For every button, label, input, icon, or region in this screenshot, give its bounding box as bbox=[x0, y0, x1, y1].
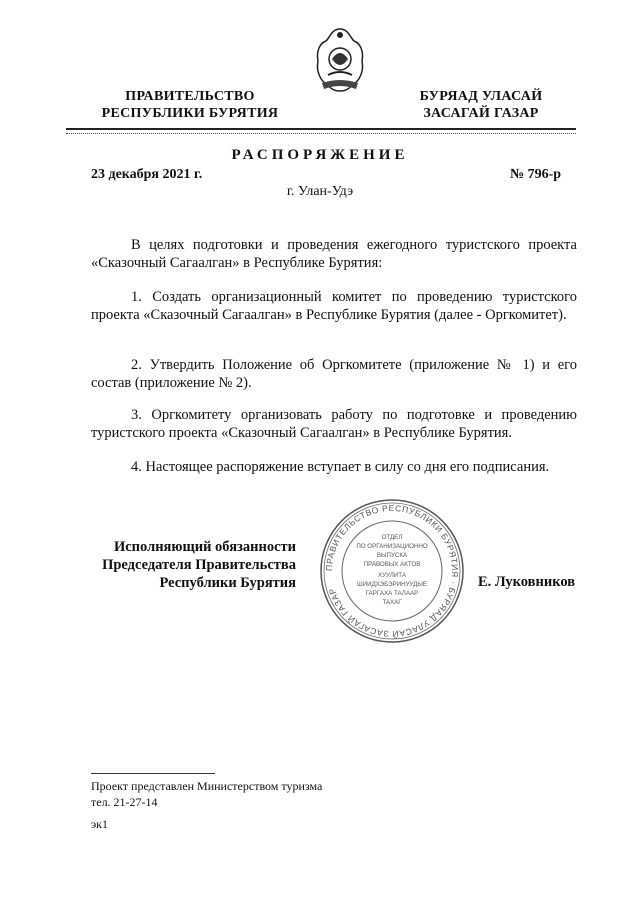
seal-line8: ТАХАГ bbox=[382, 599, 402, 606]
seal-outer-text: ПРАВИТЕЛЬСТВО РЕСПУБЛИКИ БУРЯТИЯ · БУРЯАД УЛАСАЙ ЗАСАГАЙ ГАЗАР bbox=[323, 502, 461, 640]
footnote-divider bbox=[91, 773, 215, 774]
document-city: г. Улан-Удэ bbox=[286, 184, 354, 199]
item-2-paragraph: 2. Утвердить Положение об Оргкомитете (приложение № 1) и его состав (приложение № 2). bbox=[91, 357, 577, 391]
item-1-paragraph: 1. Создать организационный комитет по проведению туристского проекта «Сказочный Сагаалган» в Республике Бурятия (далее - Оргкомитет). bbox=[91, 289, 577, 323]
signatory-title-line3: Республики Бурятия bbox=[159, 575, 296, 591]
signatory-title-line2: Председателя Правительства bbox=[102, 557, 296, 573]
document-number: № 796-р bbox=[510, 167, 562, 182]
document-date: 23 декабря 2021 г. bbox=[91, 167, 203, 182]
signatory-name: Е. Луковников bbox=[478, 574, 576, 590]
header-right bbox=[405, 88, 557, 122]
seal-line3: ВЫПУСКА bbox=[376, 552, 408, 559]
official-seal-icon bbox=[318, 497, 466, 645]
signatory-title bbox=[70, 538, 296, 592]
seal-line4: ПРАВОВЫХ АКТОВ bbox=[363, 561, 421, 568]
footnote-phone: тел. 21-27-14 bbox=[91, 795, 158, 809]
preamble-paragraph: В целях подготовки и проведения ежегодного туристского проекта «Сказочный Сагаалган» в Республике Бурятия: bbox=[91, 237, 577, 271]
footnote-project: Проект представлен Министерством туризма bbox=[91, 779, 323, 793]
header-right-line2: ЗАСАГАЙ ГАЗАР bbox=[423, 106, 539, 121]
header-right-line1: БУРЯАД УЛАСАЙ bbox=[419, 89, 543, 104]
item-3-paragraph: 3. Оргкомитету организовать работу по подготовке и проведению туристского проекта «Сказочный Сагаалган» в Республике Бурятия. bbox=[91, 407, 577, 441]
seal-line2: ПО ОРГАНИЗАЦИОННО bbox=[356, 543, 428, 550]
document-title: РАСПОРЯЖЕНИЕ bbox=[231, 147, 409, 163]
coat-of-arms-icon bbox=[310, 25, 370, 95]
seal-line7: ГАРГАХА ТАЛААР bbox=[365, 590, 419, 597]
item-4-paragraph: 4. Настоящее распоряжение вступает в силу со дня его подписания. bbox=[131, 459, 550, 475]
seal-line6: ШИИДХЭБЭРИНУУДЫЕ bbox=[357, 581, 427, 588]
seal-line5: ХУУЛИТА bbox=[378, 572, 406, 579]
signatory-title-line1: Исполняющий обязанности bbox=[113, 539, 296, 555]
header-left-line2: РЕСПУБЛИКИ БУРЯТИЯ bbox=[101, 106, 279, 121]
header-divider-dotted bbox=[66, 133, 576, 134]
footnote-code: эк1 bbox=[91, 817, 108, 831]
seal-line1: ОТДЕЛ bbox=[381, 534, 403, 541]
header-divider bbox=[66, 128, 576, 130]
header-left-line1: ПРАВИТЕЛЬСТВО bbox=[125, 89, 255, 104]
header-left bbox=[90, 88, 290, 122]
